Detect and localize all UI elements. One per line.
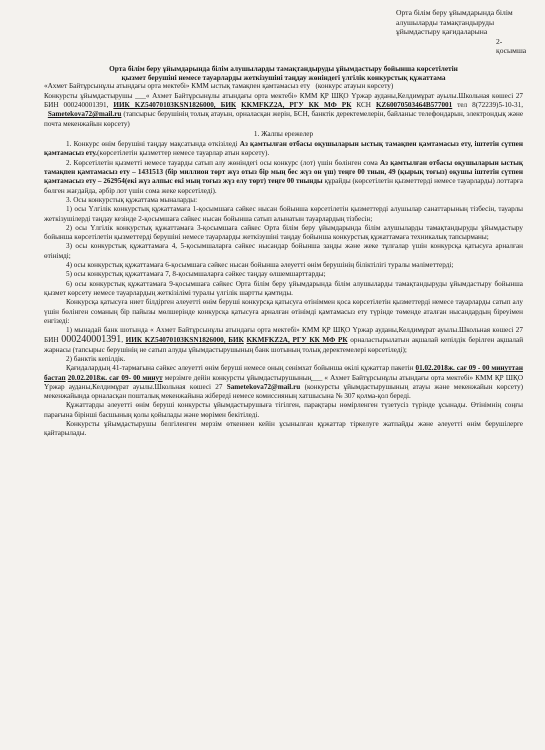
paragraph-2: 2. Көрсетілетін қызметті немесе тауарды сатып алу жөніндегі осы конкурс (лот) үшін бөлінген сома Аз қамтылған отбасы оқушыларын ыстық тамақпен қамтамасыз ету – 1431513 (бір миллион төрт жүз отыз бір мың бес жүз он үш) теңге 00 тиын, 49 (қырық тоғыз) оқушы іштетін сүтпен қамтамасыз ету – 262954(екі жүз алпыс екі мың тоғыз жүз елу төрт) теңге 00 тиынды құрайды (көрсетілетін қызметтерді немесе тауарларды) лоттарға бөлген жағдайда, әрбір лот үшін сома жеке көрсетіледі). [44,158,524,195]
paragraph-3: 3. Осы конкурстық құжаттама мыналарды: [66,195,198,204]
list-item: 6) осы конкурстық құжаттамаға 9-қосымшаға сәйкес Орта білім беру ұйымдарында білім алушыларды тамақтандыруды ұйымдастыру бойынша қызмет көрсету немесе тауарлардың жеткізілімі туралы үлгілік шартты қамтиды. [44,279,523,297]
competition-title: «Ахмет Байтұрсынұлы атындағы орта мектебі» КММ ыстық тамақпен қамтамасыз ету [44,82,311,91]
organizer-details: Конкурсты ұйымдастырушы ___« Ахмет Байтұрсынұлы атындағы орта мектебі» КММ ҚР ШҚО Үржар ауданы,Келдимұрат ауылы.Школьная көшесі 27 БИН 000240001391, ИИК KZ54070103KSN1826000, БИК KKMFKZ2A, РГУ КК МФ РК КСН KZ60070503464B577001 тел 8(72239)5-10-31, Sametekova72@mail.ru (тапсырыс берушінің толық атауын, орналасқан жерін, БСН, банктік деректемелерін, байланыс телефондарын, электрондық және почта мекенжайын көрсету) [44,91,524,128]
title-line: Орта білім беру ұйымдарында білім алушыларды тамақтандыруды ұйымдастыру бойынша көрсетілетін [109,63,458,73]
paragraph-7: Қағидалардың 41-тармағына сәйкес әлеуетті өнім беруші немесе оның сенімхат бойынша өкілі құжаттар пакетін 01.02.2018ж. сағ 09 - 00 минуттан бастап 20.02.2018ж. сағ 09- 00 минут мерзімге дейін конкурсты ұйымдастырушының___ « Ахмет Байтұрсынұлы атындағы орта мектебі» КММ ҚР ШҚО Үржар ауданы,Келдимұрат ауылы.Школьная көшесі 27 Sametekova72@mail.ru (конкурсты ұйымдастырушының атауы және мекенжайын көрсету) мекенжайында орналасқан пошталық мекенжайына жібереді немесе комиссияның хатшысына № 307 қолма-қол береді. [44,364,524,401]
start-date: 01.02.2018ж. сағ 09 - 00 минуттан бастап [44,364,523,382]
competition-name [44,82,523,91]
organizer-ksn: KZ60070503464B577001 [375,100,453,109]
bin-number: 000240001391 [61,334,122,346]
appendix-header [396,8,527,56]
end-date: 20.02.2018ж. сағ 09- 00 минут [67,373,163,382]
list-item: 4) осы конкурстық құжаттамаға 6-қосымшаға сәйкес нысан бойынша әлеуетті өнім берушінің біліктілігі туралы мәліметтерді; [66,261,454,270]
competition-note: (конкурс атауын көрсету) [315,82,394,91]
paragraph-6: 2) банктік кепілдік. [66,354,126,363]
document-title [44,64,523,82]
section-heading: 1. Жалпы ережелер [253,129,314,138]
list-item: 5) осы конкурстық құжаттамаға 7, 8-қосымшаларға сәйкес таңдау өлшемшарттарды; [66,270,326,279]
paragraph-4: Конкурсқа қатысуға ниет білдірген әлеуетті өнім беруші конкурсқа қатысуға өтініммен қоса көрсетілетін қызметтерді немесе тауарларды сатып алу үшін бөлінген соманың бір пайызы мөлшерінде конкурсқа қатысуға арналған өтінімді қамтамасыз ету түрінде төменде аталған нысандардың біреуімен енгізеді: [44,298,523,325]
paragraph-8: Құжаттарды әлеуетті өнім беруші конкурсты ұйымдастырушыға тігілген, парақтары нөмірленген түзетусіз түрінде ұсынады. Өтінімнің соңғы парағына бірінші басшының қолы қойылады және мөрімен бекітіледі. [44,401,523,419]
header-line: ұйымдастыру қағидаларына [396,27,488,37]
bank-name: KKMFKZ2A, РГУ КК МФ РК [246,336,348,345]
appendix-number: 2-қосымша [496,36,527,56]
paragraph-9: Конкурсты ұйымдастырушы белгіленген мерзім өткеннен кейін ұсынылған құжаттар тіркелуге жатпайды және әлеуетті өнім берушілерге қайтарылады. [44,420,523,438]
header-line: алушыларды тамақтандыруды [396,17,495,27]
paragraph-5: 1) мынадай банк шотында « Ахмет Байтұрсынұлы атындағы орта мектебі» КММ ҚР ШҚО Үржар ауданы,Келдимұрат ауылы.Школьная көшесі 27 БИН 000240001391, ИИК KZ54070103KSN1826000, БИК KKMFKZ2A, РГУ КК МФ РК орналастырылатын ақшалай кепілдік берілген ақшалай жарнасы (тапсырыс берушінің не сатып алуды ұйымдастырушының банк шотының толық деректемелері көрсетіледі); [44,326,524,354]
paragraph-1: 1. Конкурс өнім берушіні таңдау мақсатында өткізіледі Аз қамтылған отбасы оқушыларын ыстық тамақпен қамтамасыз ету, іштетін сүтпен қамтамасыз ету.(көрсетілетін қызметтер немесе тауарлар атын көрсету). [44,140,524,158]
list-item: 2) осы Үлгілік конкурстық құжаттамаға 3-қосымшаға сәйкес Орта білім беру ұйымдарында білім алушыларды тамақтандыруды ұйымдастыру бойынша көрсетілетін қызметтерді берушіні немесе тауарларды жеткізушіні таңдау бойынша конкурстық құжаттамаға техникалық тапсырманы; [44,223,523,242]
organizer-iik: ИИК KZ54070103KSN1826000, БИК [113,100,237,109]
contact-email: Sametekova72@mail.ru [226,382,301,391]
organizer-email: Sametekova72@mail.ru [47,110,122,119]
title-line: қызмет берушіні немесе тауарларды жеткізушіні таңдау жөніндегі үлгілік конкурстық құжаттама [121,73,446,83]
list-item: 3) осы конкурстық құжаттамаға 4, 5-қосымшаларға сәйкес нысандар бойынша заңды және жеке тұлғалар үшін конкурсқа қатысуға арналған өтінімді; [44,242,523,260]
organizer-bank: KKMFKZ2A, РГУ КК МФ РК [241,100,352,109]
organizer-phone: тел 8(72239)5-10-31, [457,100,524,109]
header-line: Орта білім беру ұйымдарында білім [396,8,513,17]
bank-iik: ИИК KZ54070103KSN1826000, БИК [125,336,244,345]
list-item: 1) осы Үлгілік конкурстық құжаттамаға 1-қосымшаға сәйкес нысан бойынша көрсетілетін қызметтерді алушылар санаттарының тізбесін, тауарлы жеткізушілерді таңдау кезінде 2-қосымшаға сәйкес нысан бойынша сатып алынатын тауарлардың тізбесін; [44,205,523,223]
